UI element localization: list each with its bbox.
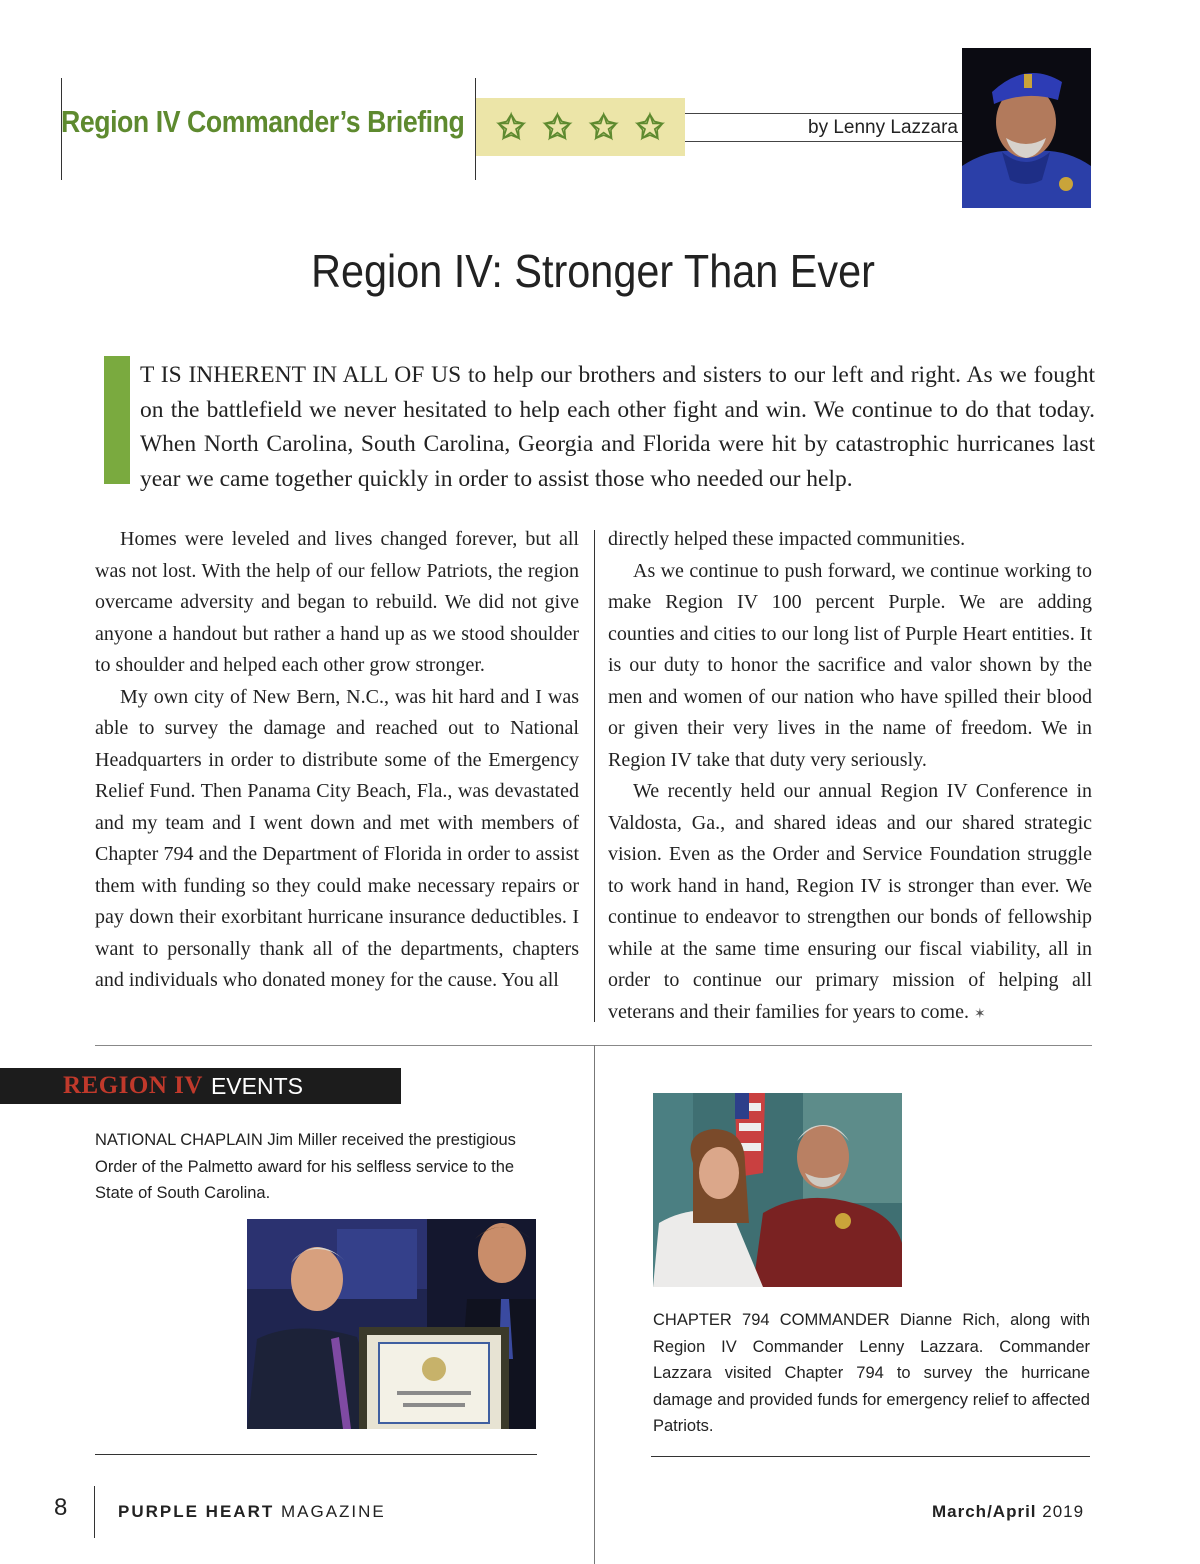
article-headline: Region IV: Stronger Than Ever <box>311 245 875 297</box>
star-icon: ✩ <box>497 108 525 146</box>
events-banner <box>0 1068 401 1104</box>
star-icon: ✩ <box>636 108 664 146</box>
article-lead: T IS INHERENT IN ALL OF US to help our brothers and sisters to our left and right. As we fought on the battlefield we never hesitated to help each other fight and win. We continue to do that today. When North Carolina, South Carolina, Georgia and Florida were hit by catastrophic hurricanes last year we came together quickly in order to assist those who needed our help. <box>140 362 1095 492</box>
magazine-name-bold: PURPLE HEART <box>118 1502 275 1521</box>
issue-date-year: 2019 <box>1042 1502 1085 1521</box>
column-divider <box>594 530 595 1022</box>
drop-cap-bar <box>104 356 130 484</box>
star-icon: ✩ <box>543 108 571 146</box>
events-banner-word: EVENTS <box>210 1072 303 1099</box>
paragraph <box>608 776 1092 1030</box>
magazine-name <box>118 1502 386 1522</box>
paragraph: My own city of New Bern, N.C., was hit hard and I was able to survey the damage and reached out to National Headquarters in order to distribute some of the Emergency Relief Fund. Then Panama City Beach, Fla., was devastated and my team and I went down and met with members of Chapter 794 and the Department of Florida in order to assist them with funding so they could make necessary repairs or pay down their exorbitant hurricane insurance deductibles. I want to personally thank all of the departments, chapters and individuals who donated money for the cause. You all <box>95 685 579 991</box>
award-photo-image <box>247 1219 536 1429</box>
paragraph-text: We recently held our annual Region IV Conference in Valdosta, Ga., and shared ideas and our shared strategic vision. Even as the Order and Service Foundation struggle to work hand in hand, Region IV is stronger than ever. We continue to endeavor to strengthen our bonds of fellowship while at the same time ensuring our fiscal viability, all in order to continue our primary mission of helping all veterans and their families for years to come. <box>608 780 1092 1023</box>
byline-rule-top <box>685 113 962 114</box>
article-column-right <box>608 524 1092 1030</box>
magazine-name-rest: MAGAZINE <box>280 1502 386 1521</box>
events-banner-region: REGION IV <box>63 1072 203 1099</box>
award-photo <box>247 1219 536 1429</box>
issue-date <box>932 1502 1084 1522</box>
author-portrait-image <box>962 48 1091 208</box>
paragraph: As we continue to push forward, we continue working to make Region IV 100 percent Purple. We are adding counties and cities to our long list of Purple Heart entities. It is our duty to honor the sacrifice and valor shown by the men and women of our nation who have spilled their blood or given their very lives in the name of freedom. We in Region IV take that duty very seriously. <box>608 559 1092 771</box>
article-column-left <box>95 524 579 997</box>
section-title: Region IV Commander’s Briefing <box>61 104 465 139</box>
commanders-photo <box>653 1093 902 1287</box>
paragraph: Homes were leveled and lives changed forever, but all was not lost. With the help of our fellow Patriots, the region overcame adversity and began to rebuild. We did not give anyone a handout but rather a hand up as we stood shoulder to shoulder and helped each other grow stronger. <box>95 528 579 676</box>
commanders-photo-image <box>653 1093 902 1287</box>
paragraph: directly helped these impacted communities. <box>608 528 966 550</box>
byline-rule-bottom <box>685 141 962 142</box>
star-icon: ✩ <box>590 108 618 146</box>
caption-rule-right <box>651 1456 1090 1457</box>
photo-caption-left: NATIONAL CHAPLAIN Jim Miller received the prestigious Order of the Palmetto award for his selfless service to the State of South Carolina. <box>95 1131 516 1202</box>
author-portrait <box>962 48 1091 208</box>
end-mark-icon: ✶ <box>973 1005 986 1022</box>
events-divider <box>594 1045 595 1564</box>
page-number: 8 <box>54 1494 68 1521</box>
footer-divider <box>94 1486 95 1538</box>
caption-rule-left <box>95 1454 537 1455</box>
star-banner <box>476 98 685 156</box>
photo-caption-right: CHAPTER 794 COMMANDER Dianne Rich, along with Region IV Commander Lenny Lazzara. Commander Lazzara visited Chapter 794 to survey the hurricane damage and provided funds for emergency relief to affected Patriots. <box>653 1311 1090 1435</box>
issue-date-months: March/April <box>932 1502 1037 1521</box>
byline: by Lenny Lazzara <box>808 117 958 138</box>
